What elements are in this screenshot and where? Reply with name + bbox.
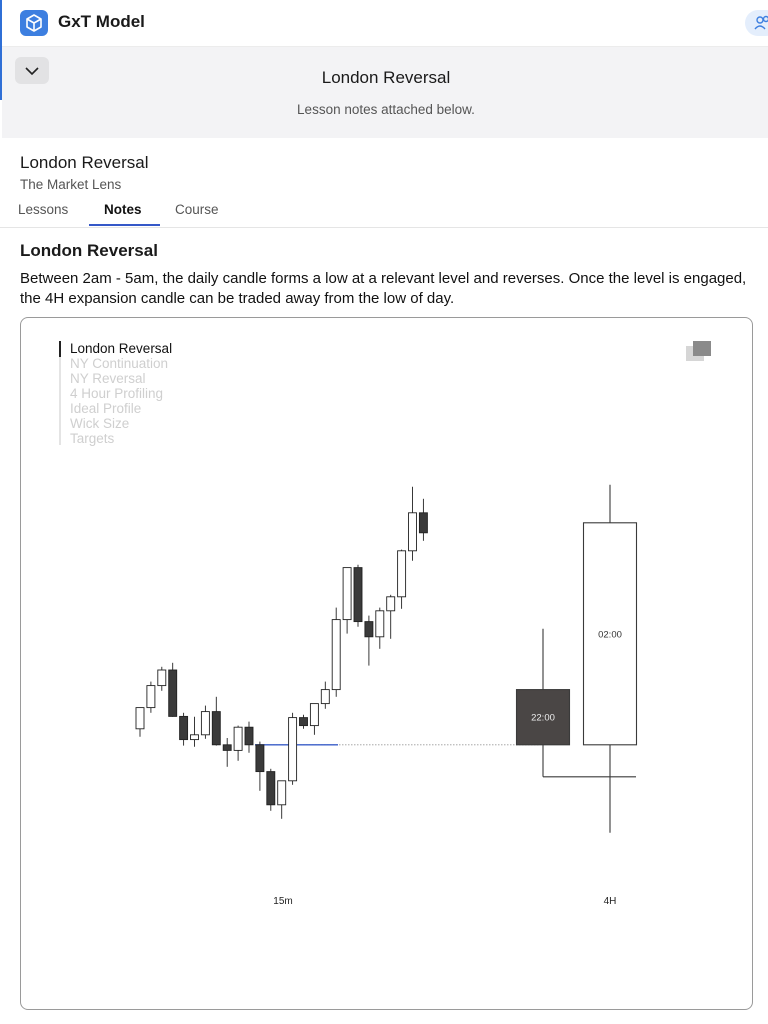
note-heading: London Reversal: [20, 241, 158, 260]
candle-body: [201, 712, 209, 735]
candle-body: [409, 513, 417, 551]
candle-body: [310, 704, 318, 726]
candle-body: [180, 716, 188, 739]
candle-body: [158, 670, 166, 686]
lesson-author: The Market Lens: [20, 177, 122, 192]
header-subtitle: Lesson notes attached below.: [297, 102, 475, 117]
candle-body: [354, 568, 362, 622]
tab-lessons[interactable]: Lessons: [18, 202, 69, 217]
candle-body: [376, 611, 384, 637]
candle-body: [136, 708, 144, 729]
chart-menu-item[interactable]: Wick Size: [70, 416, 130, 431]
candle-body: [191, 735, 199, 740]
tab-course[interactable]: Course: [175, 202, 219, 217]
chart-menu-item[interactable]: NY Continuation: [70, 356, 169, 371]
candle-body: [223, 745, 231, 751]
candle-body: [267, 772, 275, 805]
candle-body: [332, 620, 340, 690]
tab-notes[interactable]: Notes: [104, 202, 142, 217]
candle-time-label: 02:00: [598, 629, 622, 641]
candle-body: [147, 686, 155, 708]
chart-menu-item[interactable]: NY Reversal: [70, 371, 146, 386]
header-title: London Reversal: [321, 68, 451, 87]
candle-body: [212, 712, 220, 745]
candle-body: [234, 727, 242, 750]
candle-body: [321, 690, 329, 704]
note-body: Between 2am - 5am, the daily candle forms a low at a relevant level and reverses. Once the level is engaged, the 4H expansion candle can be traded away from the low of day.: [20, 270, 747, 307]
candle-body: [300, 718, 308, 726]
candle-body: [245, 727, 253, 745]
candle-body: [419, 513, 427, 533]
chart-menu-item[interactable]: London Reversal: [70, 341, 173, 356]
app-title: GxT Model: [58, 12, 145, 31]
candle-body: [278, 781, 286, 805]
panel-label-15m: 15m: [273, 896, 293, 907]
lesson-title: London Reversal: [20, 153, 149, 172]
chart-menu-item[interactable]: Ideal Profile: [70, 401, 142, 416]
panel-label-4h: 4H: [603, 896, 617, 907]
candle-body: [289, 718, 297, 781]
candle-body: [256, 745, 264, 772]
chart-menu-item[interactable]: Targets: [70, 431, 115, 446]
candle-body: [387, 597, 395, 611]
chart-menu-item[interactable]: 4 Hour Profiling: [70, 386, 164, 401]
candle-body: [365, 622, 373, 637]
candle-body: [343, 568, 351, 620]
candle-body: [169, 670, 177, 716]
candle-time-label: 22:00: [531, 712, 555, 724]
candle-body: [398, 551, 406, 597]
